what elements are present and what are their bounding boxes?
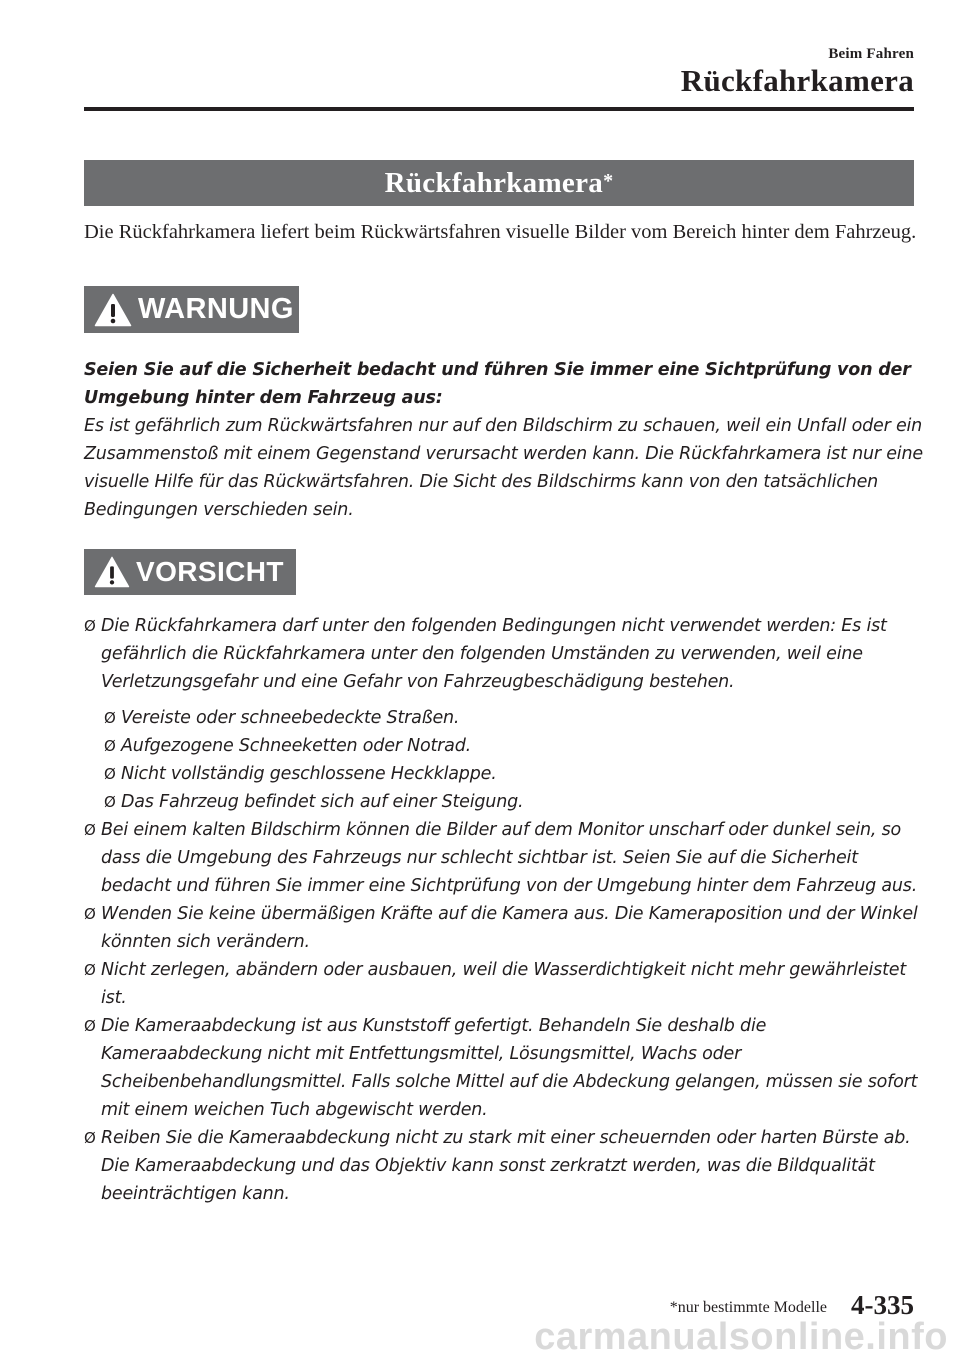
section-title-bar — [84, 160, 914, 206]
section-title: Rückfahrkamera — [384, 166, 604, 199]
caution-item — [84, 956, 924, 1012]
warning-triangle-icon — [94, 293, 132, 327]
chapter-label: Beim Fahren — [828, 46, 914, 62]
bullet-arrow-icon: Ø — [104, 709, 116, 727]
caution-list — [84, 612, 924, 1208]
caution-subitem — [84, 732, 924, 760]
footer-note: *nur bestimmte Modelle — [669, 1299, 827, 1316]
header-divider — [84, 107, 914, 111]
caution-item-text: Bei einem kalten Bildschirm können die Bilder auf dem Monitor unscharf oder dunkel sein, so dass die Umgebung des Fahrzeugs nur schlecht sichtbar ist. Seien Sie auf die Sicherheit bedacht und führen Sie immer eine Sichtprüfung von der Umgebung hinter dem Fahrzeug aus. — [101, 820, 918, 896]
bullet-arrow-icon: Ø — [84, 961, 96, 979]
caution-item-text: Die Rückfahrkamera darf unter den folgenden Bedingungen nicht verwendet werden: Es ist gefährlich die Rückfahrkamera unter den folgenden Umständen zu verwenden, weil eine Verletzungsgefahr und eine Gefahr von Fahrzeugbeschädigung bestehen. — [101, 616, 887, 692]
caution-item-text: Reiben Sie die Kameraabdeckung nicht zu stark mit einer scheuernden oder harten Bürste ab. Die Kameraabdeckung und das Objektiv kann sonst zerkratzt werden, was die Bildqualität beeinträchtigen kann. — [101, 1128, 911, 1204]
warning-badge — [84, 286, 299, 333]
warning-label: WARNUNG — [138, 293, 294, 325]
bullet-arrow-icon: Ø — [104, 765, 116, 783]
bullet-arrow-icon: Ø — [84, 821, 96, 839]
caution-subitem-text: Aufgezogene Schneeketten oder Notrad. — [121, 736, 471, 756]
section-title-asterisk: * — [603, 169, 614, 192]
caution-subitem — [84, 704, 924, 732]
caution-subitem-text: Nicht vollständig geschlossene Heckklappe. — [121, 764, 497, 784]
caution-item-text: Wenden Sie keine übermäßigen Kräfte auf die Kamera aus. Die Kameraposition und der Winkel könnten sich verändern. — [101, 904, 918, 952]
watermark: carmanualsonline.info — [534, 1316, 948, 1358]
bullet-arrow-icon: Ø — [104, 737, 116, 755]
caution-item — [84, 816, 924, 900]
caution-subitem — [84, 760, 924, 788]
bullet-arrow-icon: Ø — [84, 1129, 96, 1147]
page-number: 4-335 — [851, 1290, 914, 1320]
caution-label: VORSICHT — [136, 556, 284, 587]
caution-item-text: Die Kameraabdeckung ist aus Kunststoff gefertigt. Behandeln Sie deshalb die Kameraabdeckung nicht mit Entfettungsmittel, Lösungsmittel, Wachs oder Scheibenbehandlungsmittel. Falls solche Mittel auf die Abdeckung gelangen, müssen sie sofort mit einem weichen Tuch abgewischt werden. — [101, 1016, 918, 1120]
caution-item — [84, 1012, 924, 1124]
warning-heading: Seien Sie auf die Sicherheit bedacht und führen Sie immer eine Sichtprüfung von der Umgebung hinter dem Fahrzeug aus: — [84, 360, 911, 408]
warning-body: Es ist gefährlich zum Rückwärtsfahren nur auf den Bildschirm zu schauen, weil ein Unfall oder ein Zusammenstoß mit einem Gegenstand verursacht werden kann. Die Rückfahrkamera ist nur eine visuelle Hilfe für das Rückwärtsfahren. Die Sicht des Bildschirms kann von den tatsächlichen Bedingungen verschieden sein. — [84, 416, 923, 520]
caution-item — [84, 612, 924, 696]
warning-text-block — [84, 356, 924, 524]
caution-badge — [84, 549, 296, 595]
caution-item-text: Nicht zerlegen, abändern oder ausbauen, weil die Wasserdichtigkeit nicht mehr gewährleistet ist. — [101, 960, 906, 1008]
caution-item — [84, 900, 924, 956]
bullet-arrow-icon: Ø — [84, 1017, 96, 1035]
bullet-arrow-icon: Ø — [84, 905, 96, 923]
caution-subitem-text: Das Fahrzeug befindet sich auf einer Steigung. — [121, 792, 524, 812]
bullet-arrow-icon: Ø — [104, 793, 116, 811]
intro-paragraph: Die Rückfahrkamera liefert beim Rückwärtsfahren visuelle Bilder vom Bereich hinter dem Fahrzeug. — [84, 221, 917, 243]
caution-subitem-text: Vereiste oder schneebedeckte Straßen. — [121, 708, 460, 728]
page-title: Rückfahrkamera — [680, 63, 914, 98]
bullet-arrow-icon: Ø — [84, 617, 96, 635]
caution-item — [84, 1124, 924, 1208]
caution-subitem — [84, 788, 924, 816]
warning-triangle-icon — [94, 556, 130, 588]
